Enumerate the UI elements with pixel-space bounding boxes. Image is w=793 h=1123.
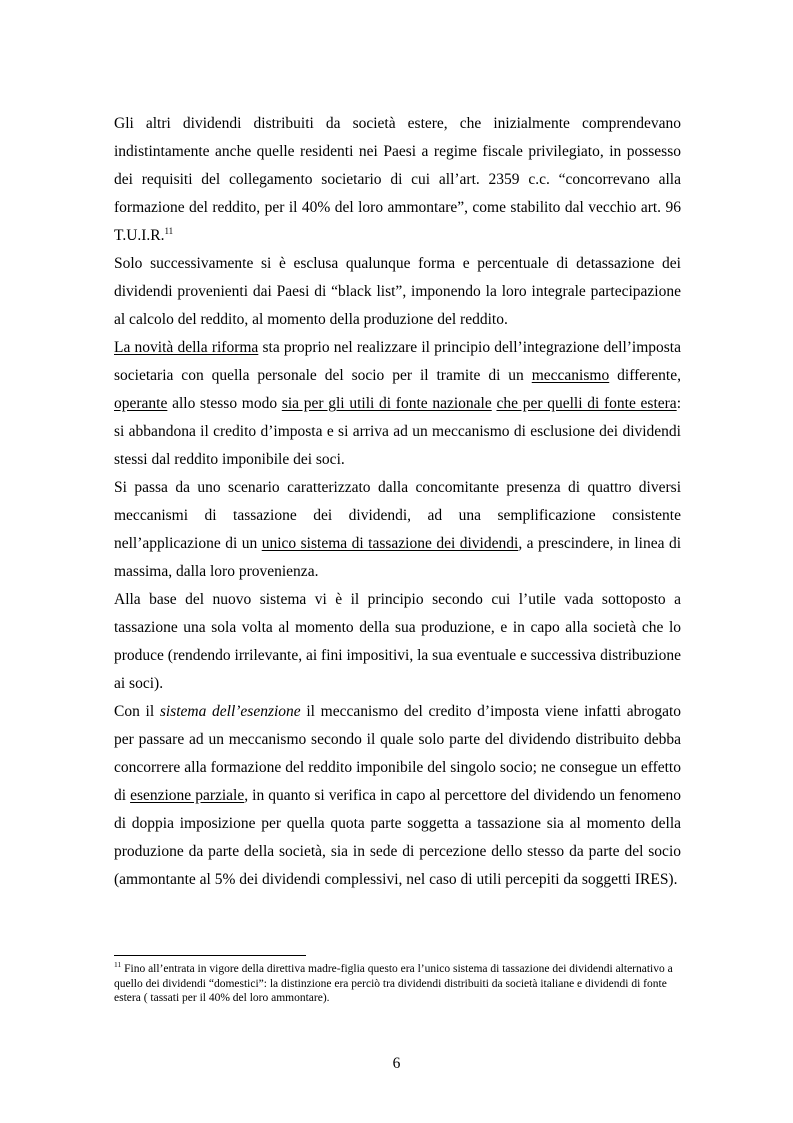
footnote-reference: 11 <box>164 225 174 236</box>
underlined-text: esenzione parziale <box>130 787 245 804</box>
paragraph <box>114 474 681 586</box>
text-run: Con il <box>114 703 160 720</box>
text-run: sta proprio nel realizzare il principio dell’integrazione dell’imposta societaria con quella personale del socio per il tramite di un <box>114 339 681 384</box>
italic-text: sistema dell’esenzione <box>159 703 301 720</box>
footnote-number: 11 <box>114 960 122 970</box>
underlined-text: che per quelli di fonte estera <box>496 395 677 412</box>
text-run: Gli altri dividendi distribuiti da società estere, che inizialmente comprendevano indistintamente anche quelle residenti nei Paesi a regime fiscale privilegiato, in possesso dei requisiti del collegamento societario di cui all’art. 2359 c.c. “concorrevano alla formazione del reddito, per il 40% del loro ammontare”, come stabilito dal vecchio art. 96 T.U.I.R. <box>114 115 681 244</box>
underlined-text: sia per gli utili di fonte nazionale <box>281 395 492 412</box>
text-run: : si abbandona il credito d’imposta e si arriva ad un meccanismo di esclusione dei dividendi stessi dal reddito imponibile dei soci. <box>114 395 681 468</box>
paragraph <box>114 586 681 698</box>
footnote-separator <box>114 955 306 956</box>
text-run: Solo successivamente si è esclusa qualunque forma e percentuale di detassazione dei dividendi provenienti dai Paesi di “black list”, imponendo la loro integrale partecipazione al calcolo del reddito, al momento della produzione del reddito. <box>114 255 681 328</box>
paragraph <box>114 110 681 250</box>
page-number: 6 <box>392 1055 401 1072</box>
text-run: Si passa da uno scenario caratterizzato dalla concomitante presenza di quattro diversi meccanismi di tassazione dei dividendi, ad una semplificazione consistente nell’applicazione di un <box>114 479 681 552</box>
footnote-text: Fino all’entrata in vigore della direttiva madre-figlia questo era l’unico sistema di tassazione dei dividendi alternativo a quello dei dividendi “domestici”: la distinzione era perciò tra dividendi distribuiti da società italiane e dividendi di fonte estera ( tassati per il 40% del loro ammontare). <box>114 963 673 1004</box>
text-run: il meccanismo del credito d’imposta viene infatti abrogato per passare ad un meccanismo secondo il quale solo parte del dividendo distribuito debba concorrere alla formazione del reddito imponibile del singolo socio; ne consegue un effetto di <box>114 703 682 804</box>
text-run: differente, <box>609 367 681 384</box>
underlined-text: meccanismo <box>531 367 610 384</box>
body-text <box>114 110 681 894</box>
text-run: allo stesso modo <box>167 395 282 412</box>
footnote <box>114 962 681 1006</box>
text-run: Alla base del nuovo sistema vi è il principio secondo cui l’utile vada sottoposto a tassazione una sola volta al momento della sua produzione, e in capo alla società che lo produce (rendendo irrilevante, ai fini impositivi, la sua eventuale e successiva distribuzione ai soci). <box>114 591 681 692</box>
underlined-text: La novità della riforma <box>114 339 259 356</box>
paragraph <box>114 334 681 474</box>
text-run: , in quanto si verifica in capo al percettore del dividendo un fenomeno di doppia imposizione per quella quota parte soggetta a tassazione sia al momento della produzione da parte della società, sia in sede di percezione dello stesso da parte del socio (ammontante al 5% dei dividendi complessivi, nel caso di utili percepiti da soggetti IRES). <box>114 787 681 888</box>
underlined-text: unico sistema di tassazione dei dividendi <box>261 535 519 552</box>
paragraph <box>114 250 681 334</box>
text-run: , a prescindere, in linea di massima, dalla loro provenienza. <box>114 535 682 580</box>
underlined-text: operante <box>114 395 168 412</box>
paragraph <box>114 698 681 894</box>
